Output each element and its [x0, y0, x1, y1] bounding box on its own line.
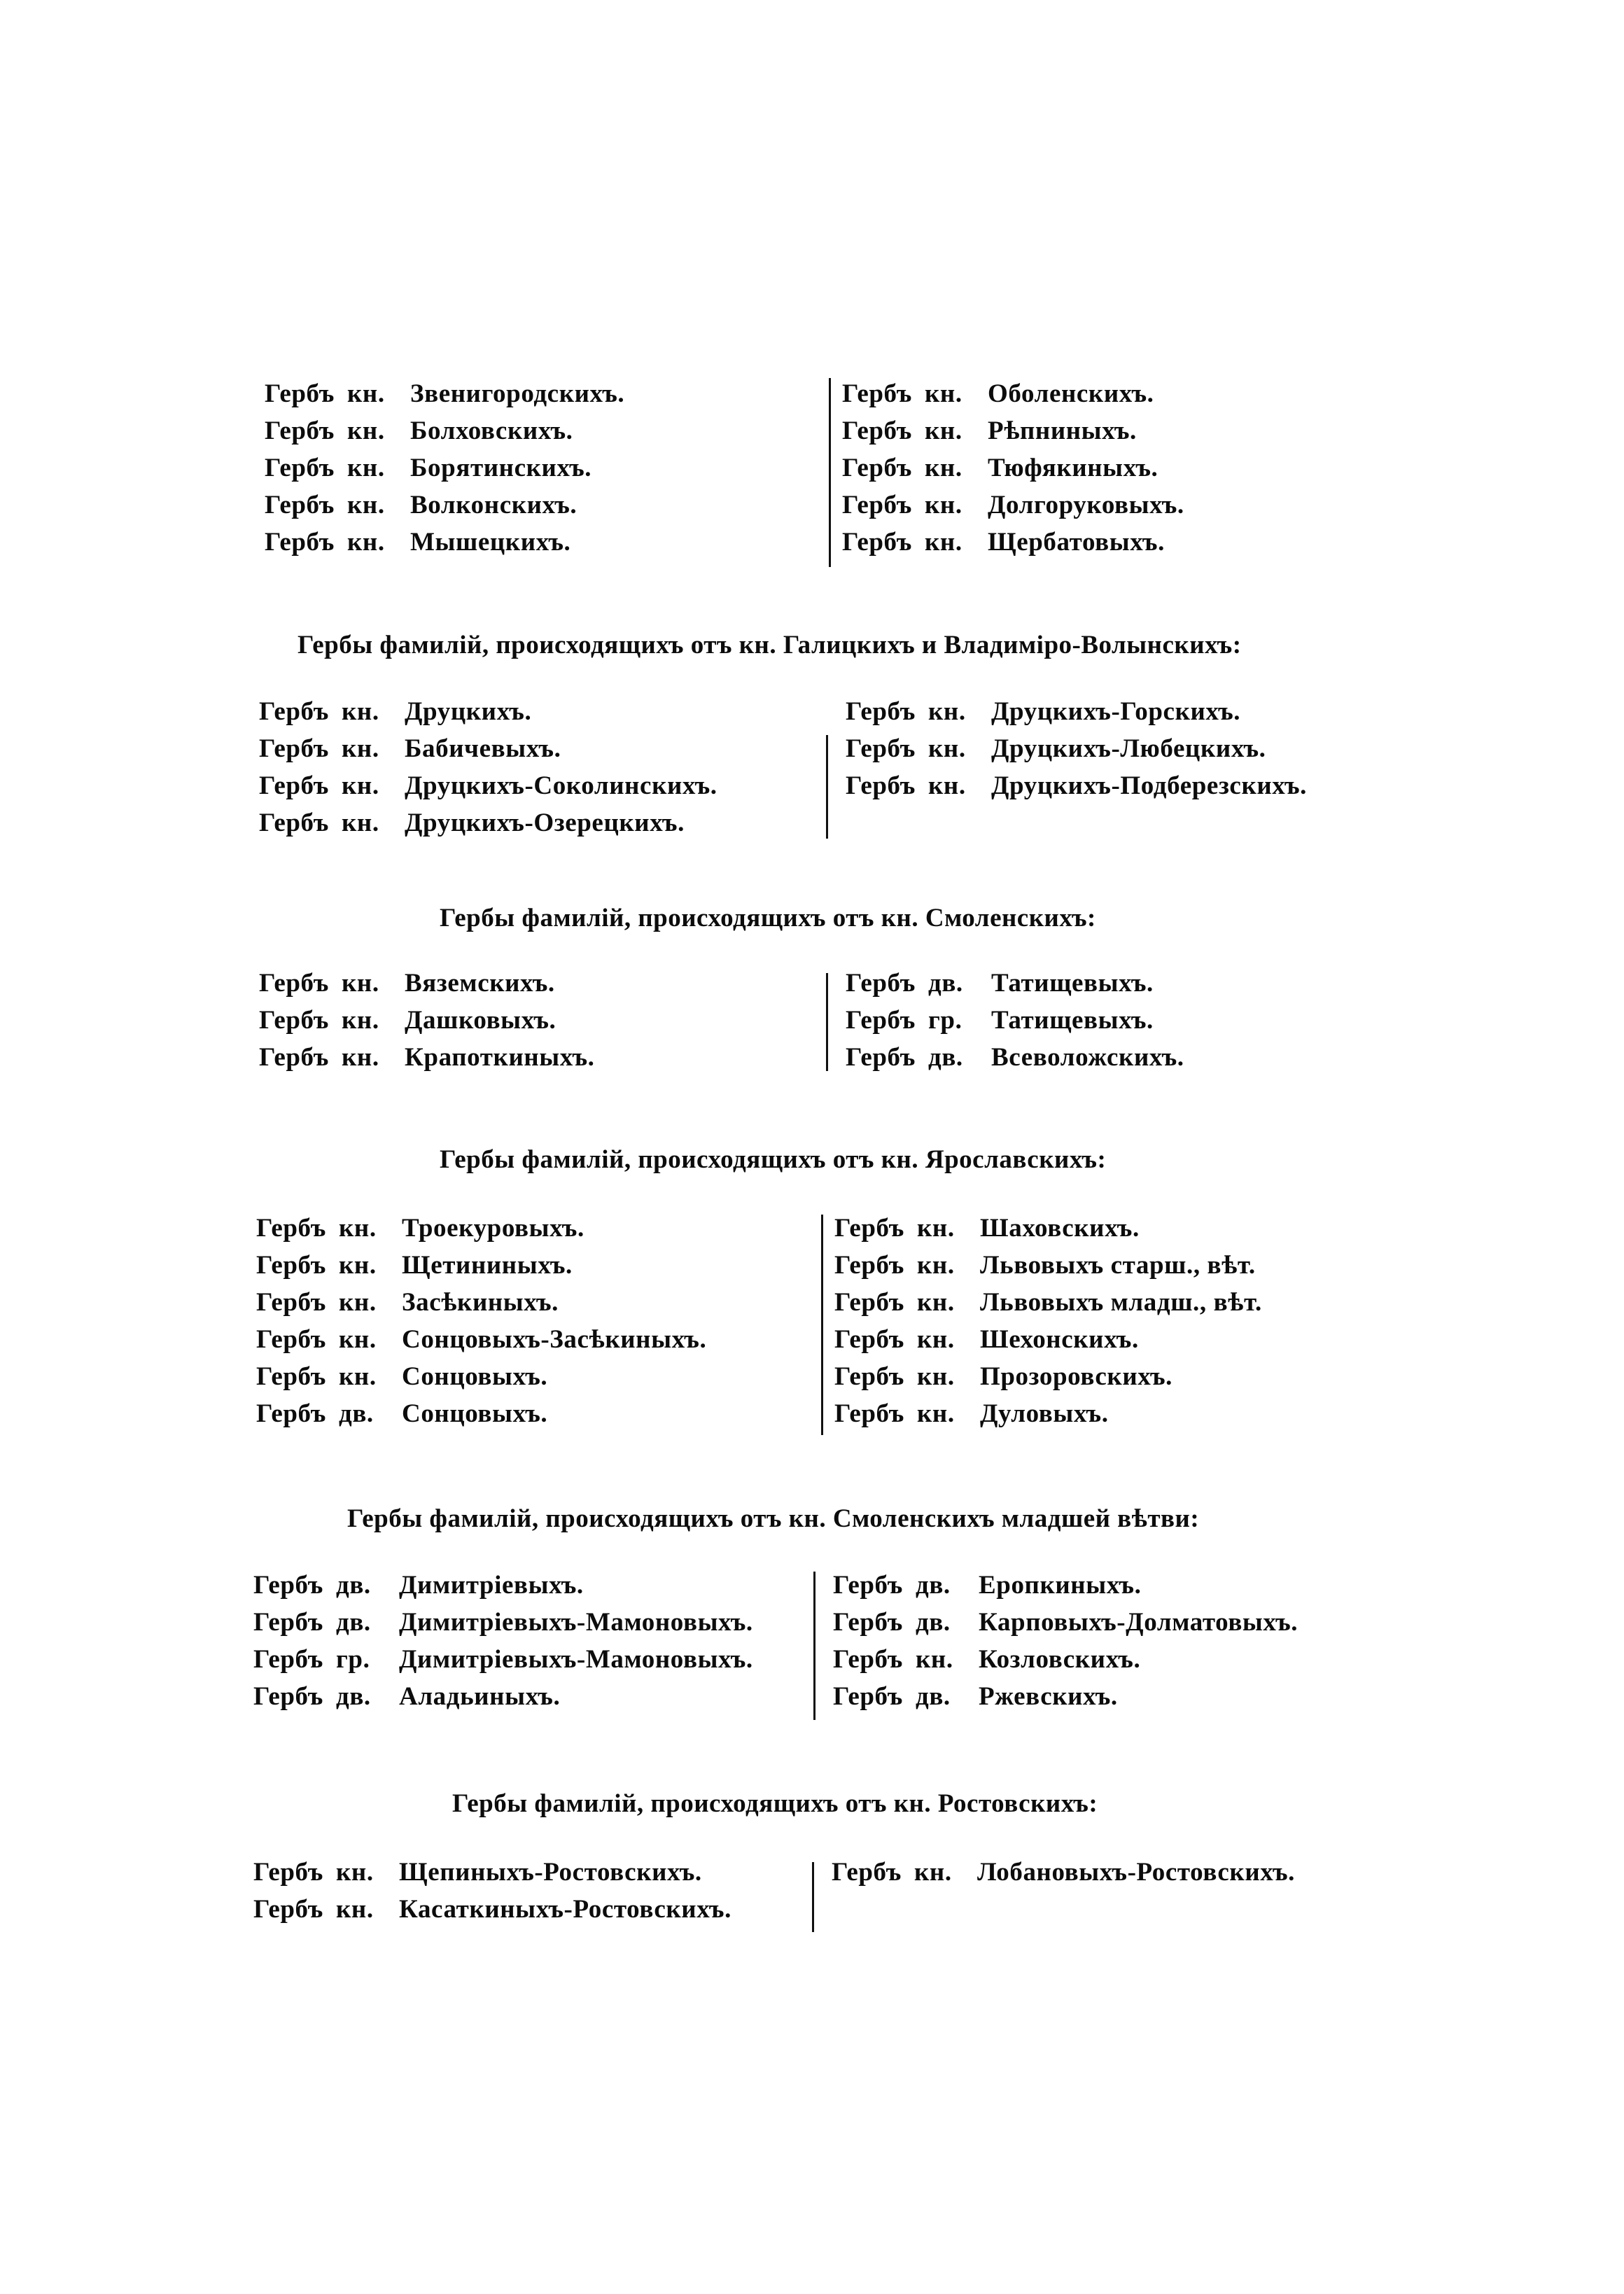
coat-of-arms-entry: Гербъ кн. Вяземскихъ. [259, 969, 555, 998]
coat-of-arms-entry: Гербъ кн. Мышецкихъ. [265, 528, 571, 557]
coat-of-arms-entry: Гербъ кн. Щетининыхъ. [256, 1251, 573, 1280]
column-divider [821, 1215, 823, 1435]
coat-of-arms-entry: Гербъ кн. Рѣпниныхъ. [842, 417, 1137, 445]
coat-of-arms-entry: Гербъ кн. Волконскихъ. [265, 491, 578, 519]
right-column [832, 1854, 1295, 1891]
coat-of-arms-entry: Гербъ кн. Дашковыхъ. [259, 1006, 556, 1035]
coat-of-arms-entry: Гербъ гр. Димитріевыхъ-Мамоновыхъ. [253, 1645, 753, 1674]
coat-of-arms-entry: Гербъ кн. Звенигородскихъ. [265, 379, 625, 408]
section-heading: Гербы фамилій, происходящихъ отъ кн. Ростовскихъ: [452, 1789, 1098, 1818]
column-divider [829, 378, 831, 567]
coat-of-arms-entry: Гербъ кн. Лобановыхъ-Ростовскихъ. [832, 1858, 1295, 1887]
right-column [842, 375, 1184, 561]
coat-of-arms-entry: Гербъ кн. Сонцовыхъ. [256, 1362, 548, 1391]
coat-of-arms-entry: Гербъ кн. Борятинскихъ. [265, 454, 592, 482]
coat-of-arms-entry: Гербъ дв. Всеволожскихъ. [846, 1043, 1184, 1072]
right-column [846, 693, 1307, 804]
coat-of-arms-entry: Гербъ кн. Засѣкиныхъ. [256, 1288, 559, 1317]
coat-of-arms-entry: Гербъ дв. Сонцовыхъ. [256, 1399, 548, 1428]
left-column [265, 375, 624, 561]
coat-of-arms-entry: Гербъ кн. Львовыхъ старш., вѣт. [834, 1251, 1256, 1280]
coat-of-arms-entry: Гербъ кн. Тюфякиныхъ. [842, 454, 1158, 482]
coat-of-arms-entry: Гербъ кн. Болховскихъ. [265, 417, 573, 445]
coat-of-arms-entry: Гербъ кн. Шаховскихъ. [834, 1214, 1140, 1243]
coat-of-arms-entry: Гербъ кн. Крапоткиныхъ. [259, 1043, 595, 1072]
coat-of-arms-entry: Гербъ кн. Касаткиныхъ-Ростовскихъ. [253, 1895, 732, 1924]
column-divider [812, 1862, 814, 1932]
coat-of-arms-entry: Гербъ кн. Друцкихъ. [259, 697, 532, 726]
coat-of-arms-entry: Гербъ кн. Друцкихъ-Озерецкихъ. [259, 809, 685, 837]
coat-of-arms-entry: Гербъ дв. Аладьиныхъ. [253, 1682, 561, 1711]
column-divider [826, 973, 828, 1071]
coat-of-arms-entry: Гербъ кн. Друцкихъ-Любецкихъ. [846, 734, 1266, 763]
left-column [259, 965, 594, 1076]
coat-of-arms-entry: Гербъ кн. Дуловыхъ. [834, 1399, 1109, 1428]
coat-of-arms-entry: Гербъ кн. Друцкихъ-Подберезскихъ. [846, 771, 1307, 800]
right-column [846, 965, 1184, 1076]
left-column [253, 1854, 732, 1928]
coat-of-arms-entry: Гербъ кн. Львовыхъ младш., вѣт. [834, 1288, 1262, 1317]
column-divider [826, 735, 828, 839]
section-heading: Гербы фамилій, происходящихъ отъ кн. Галицкихъ и Владиміро-Волынскихъ: [298, 631, 1242, 659]
right-column [833, 1567, 1298, 1715]
coat-of-arms-entry: Гербъ дв. Димитріевыхъ. [253, 1571, 584, 1600]
coat-of-arms-entry: Гербъ кн. Оболенскихъ. [842, 379, 1154, 408]
coat-of-arms-entry: Гербъ дв. Ржевскихъ. [833, 1682, 1118, 1711]
section-heading: Гербы фамилій, происходящихъ отъ кн. Ярославскихъ: [440, 1145, 1107, 1174]
left-column [259, 693, 718, 841]
left-column [253, 1567, 753, 1715]
coat-of-arms-entry: Гербъ кн. Щербатовыхъ. [842, 528, 1165, 557]
coat-of-arms-entry: Гербъ кн. Щепиныхъ-Ростовскихъ. [253, 1858, 702, 1887]
coat-of-arms-entry: Гербъ гр. Татищевыхъ. [846, 1006, 1154, 1035]
coat-of-arms-entry: Гербъ дв. Еропкиныхъ. [833, 1571, 1142, 1600]
section-heading: Гербы фамилій, происходящихъ отъ кн. Смоленскихъ младшей вѣтви: [347, 1504, 1200, 1533]
coat-of-arms-entry: Гербъ кн. Прозоровскихъ. [834, 1362, 1172, 1391]
left-column [256, 1210, 706, 1432]
coat-of-arms-entry: Гербъ кн. Шехонскихъ. [834, 1325, 1139, 1354]
coat-of-arms-entry: Гербъ кн. Козловскихъ. [833, 1645, 1141, 1674]
coat-of-arms-entry: Гербъ кн. Сонцовыхъ-Засѣкиныхъ. [256, 1325, 707, 1354]
coat-of-arms-entry: Гербъ дв. Карповыхъ-Долматовыхъ. [833, 1608, 1298, 1637]
coat-of-arms-entry: Гербъ дв. Татищевыхъ. [846, 969, 1154, 998]
coat-of-arms-entry: Гербъ дв. Димитріевыхъ-Мамоновыхъ. [253, 1608, 753, 1637]
section-heading: Гербы фамилій, происходящихъ отъ кн. Смоленскихъ: [440, 904, 1096, 932]
coat-of-arms-entry: Гербъ кн. Друцкихъ-Горскихъ. [846, 697, 1241, 726]
coat-of-arms-entry: Гербъ кн. Друцкихъ-Соколинскихъ. [259, 771, 718, 800]
column-divider [813, 1572, 816, 1720]
right-column [834, 1210, 1262, 1432]
coat-of-arms-entry: Гербъ кн. Бабичевыхъ. [259, 734, 561, 763]
coat-of-arms-entry: Гербъ кн. Троекуровыхъ. [256, 1214, 584, 1243]
coat-of-arms-entry: Гербъ кн. Долгоруковыхъ. [842, 491, 1184, 519]
